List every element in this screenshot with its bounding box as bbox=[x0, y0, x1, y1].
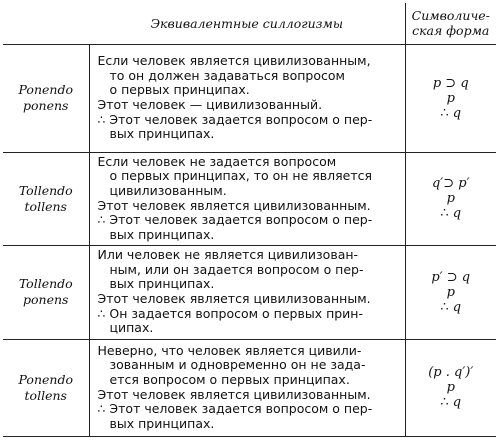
text-line: о первых принципах, то он не является bbox=[109, 168, 373, 184]
syllogism-name bbox=[3, 152, 89, 245]
form-premise: q′⊃ p′ bbox=[431, 176, 470, 191]
syllogism-name bbox=[3, 44, 89, 152]
syllogism-table bbox=[3, 3, 496, 437]
text-line: Этот человек является цивилизованным. bbox=[97, 386, 371, 402]
therefore-symbol: ∴ bbox=[440, 105, 449, 121]
form-minor: p bbox=[446, 90, 455, 106]
syllogism-name-line: tollens bbox=[24, 387, 67, 403]
text-line: о первых принципах. bbox=[109, 82, 250, 98]
text-line: Если человек не задается вопросом bbox=[97, 153, 337, 169]
text-line: вых принципах. bbox=[109, 415, 215, 431]
text-line: ципах. bbox=[109, 320, 154, 336]
text-line: зованным и одновременно он не зада- bbox=[109, 357, 366, 373]
text-line: Этот человек является цивилизованным. bbox=[97, 197, 371, 213]
header-symbolic-form-line2: ская форма bbox=[412, 23, 490, 39]
text-line: ∴ Этот человек задается вопросом о пер- bbox=[97, 212, 373, 228]
syllogism-text bbox=[89, 152, 405, 245]
form-minor: p bbox=[446, 191, 455, 206]
form-premise: p ⊃ q bbox=[432, 75, 469, 91]
syllogism-name bbox=[3, 339, 89, 436]
form-premise: (p . q′)′ bbox=[428, 365, 474, 380]
text-line: вых принципах. bbox=[109, 226, 215, 242]
symbolic-form bbox=[405, 152, 496, 245]
form-conclusion-var: q bbox=[452, 206, 462, 221]
text-line: цивилизованным. bbox=[109, 182, 227, 198]
form-premise: p′ ⊃ q bbox=[431, 269, 471, 285]
symbolic-form bbox=[405, 44, 496, 152]
syllogism-name-line: tollens bbox=[24, 198, 67, 214]
form-minor: p bbox=[446, 284, 455, 300]
table-row bbox=[3, 339, 496, 436]
form-conclusion-var: q bbox=[452, 395, 462, 410]
form-conclusion-var: q bbox=[452, 105, 462, 121]
therefore-symbol: ∴ bbox=[440, 299, 449, 315]
form-minor: p bbox=[446, 380, 455, 395]
header-empty-cell bbox=[3, 3, 89, 44]
header-symbolic-form bbox=[405, 3, 496, 44]
text-line: Если человек является цивилизованным, bbox=[97, 53, 371, 69]
text-line: Этот человек — цивилизованный. bbox=[97, 97, 323, 112]
syllogism-name bbox=[3, 245, 89, 339]
syllogism-name-line: ponens bbox=[23, 292, 69, 307]
syllogism-name-line: Tollendo bbox=[18, 276, 73, 291]
text-line: ным, или он задается вопросом о пер- bbox=[109, 261, 364, 277]
text-line: ∴ Этот человек задается вопросом о пер- bbox=[97, 401, 373, 417]
header-syllogisms: Эквивалентные силлогизмы bbox=[89, 3, 405, 44]
table-row bbox=[3, 245, 496, 339]
syllogism-name-line: Tollendo bbox=[18, 182, 73, 198]
form-conclusion bbox=[406, 106, 497, 121]
syllogism-text bbox=[89, 339, 405, 436]
symbolic-form bbox=[405, 245, 496, 339]
text-line: вых принципах. bbox=[109, 276, 215, 292]
form-conclusion bbox=[406, 395, 497, 410]
syllogism-name-line: Ponendo bbox=[18, 82, 73, 97]
text-line: Или человек не является цивилизован- bbox=[97, 247, 359, 263]
text-line: ∴ Он задается вопросом о первых прин- bbox=[97, 305, 363, 321]
text-line: Неверно, что человек является цивили- bbox=[97, 342, 362, 358]
text-line: ∴ Этот человек задается вопросом о пер- bbox=[97, 111, 373, 127]
syllogism-text bbox=[89, 44, 405, 152]
table-header-row bbox=[3, 3, 496, 44]
symbolic-form bbox=[405, 339, 496, 436]
form-conclusion bbox=[406, 206, 497, 221]
therefore-symbol: ∴ bbox=[440, 395, 449, 410]
text-line: Этот человек является цивилизованным. bbox=[97, 291, 371, 306]
form-conclusion-var: q bbox=[452, 299, 462, 315]
table-row bbox=[3, 44, 496, 152]
syllogism-text bbox=[89, 245, 405, 339]
header-symbolic-form-line1: Символиче- bbox=[411, 8, 490, 24]
syllogism-name-line: Ponendo bbox=[18, 371, 73, 387]
text-line: вых принципах. bbox=[109, 126, 215, 142]
syllogism-name-line: ponens bbox=[23, 98, 69, 113]
form-conclusion bbox=[406, 300, 497, 315]
table-row bbox=[3, 152, 496, 245]
therefore-symbol: ∴ bbox=[440, 206, 449, 221]
text-line: то он должен задаваться вопросом bbox=[109, 67, 345, 83]
text-line: ется вопросом о первых принципах. bbox=[109, 371, 350, 387]
